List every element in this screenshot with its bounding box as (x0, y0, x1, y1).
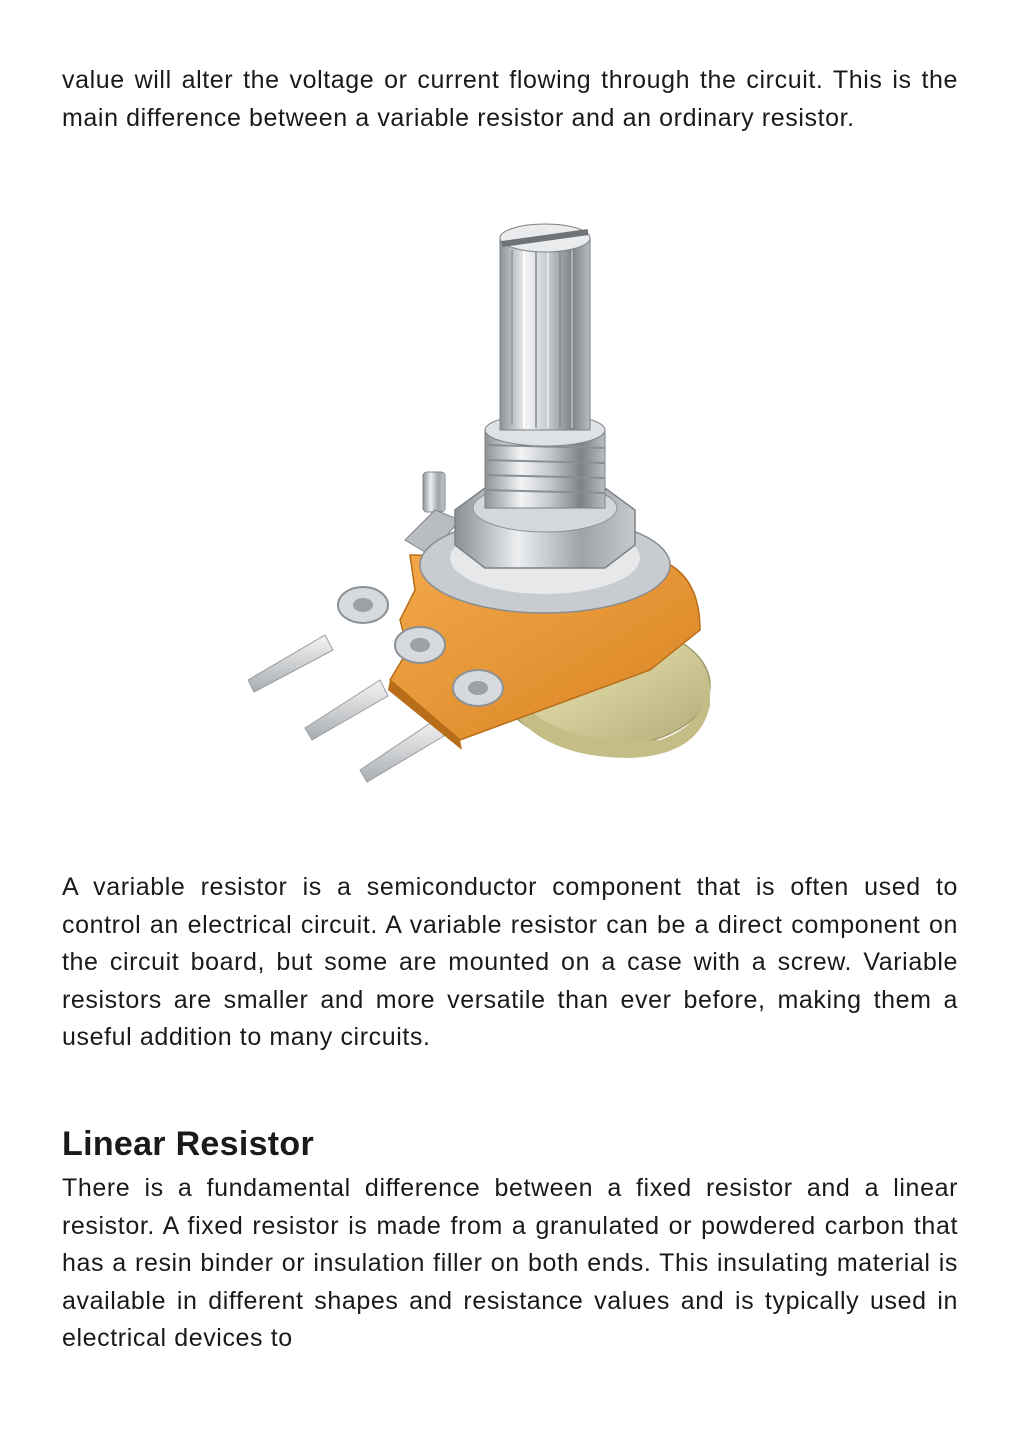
pin-middle (305, 680, 388, 740)
eyelet-1 (338, 587, 388, 623)
pin-left (248, 635, 333, 692)
eyelet-3 (453, 670, 503, 706)
knurled-shaft (500, 224, 590, 430)
potentiometer-image (230, 210, 730, 800)
paragraph-intro: value will alter the voltage or current flowing through the circuit. This is the main difference between a variable resistor and an ordinary resistor. (62, 66, 958, 132)
section-heading: Linear Resistor (62, 1125, 315, 1163)
eyelet-2 (395, 627, 445, 663)
pin-right (360, 720, 444, 782)
paragraph-linear-resistor: There is a fundamental difference between a fixed resistor and a linear resistor. A fixed resistor is made from a granulated or powdered carbon that has a resin binder or insulation filler on both ends. This insulating material is available in different shapes and resistance values and is typically used in electrical devices to (62, 1174, 958, 1353)
paragraph-description: A variable resistor is a semiconductor component that is often used to control an electrical circuit. A variable resistor can be a direct component on the circuit board, but some are mounted on a case with a screw. Variable resistors are smaller and more versatile than ever before, making them a useful addition to many circuits. (62, 873, 958, 1052)
